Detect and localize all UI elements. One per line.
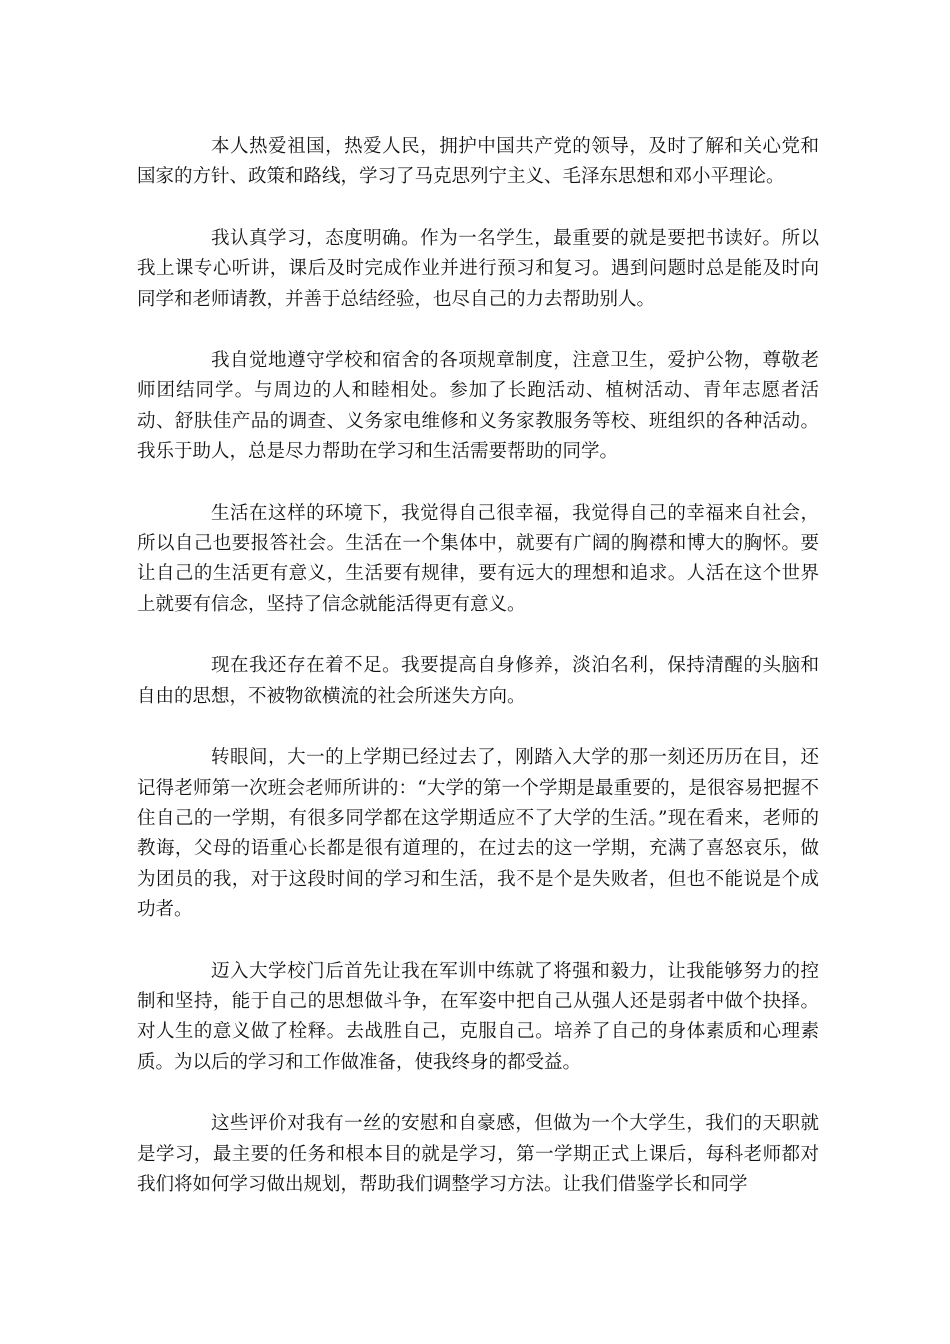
paragraph-2: 我认真学习，态度明确。作为一名学生，最重要的就是要把书读好。所以我上课专心听讲，课后及时完成作业并进行预习和复习。遇到问题时总是能及时向同学和老师请教，并善于总结经验，也尽自己的力去帮助别人。	[137, 227, 819, 310]
paragraph-6: 转眼间，大一的上学期已经过去了，刚踏入大学的那一刻还历历在目，还记得老师第一次班会老师所讲的：“大学的第一个学期是最重要的，是很容易把握不住自己的一学期，有很多同学都在这学期适应不了大学的生活。”现在看来，老师的教诲，父母的语重心长都是很有道理的，在过去的这一学期，充满了喜怒哀乐，做为团员的我，对于这段时间的学习和生活，我不是个是失败者，但也不能说是个成功者。	[137, 747, 819, 921]
paragraph-5: 现在我还存在着不足。我要提高自身修养，淡泊名利，保持清醒的头脑和自由的思想，不被物欲横流的社会所迷失方向。	[137, 655, 819, 707]
paragraph-7: 迈入大学校门后首先让我在军训中练就了将强和毅力，让我能够努力的控制和坚持，能于自己的思想做斗争，在军姿中把自己从强人还是弱者中做个抉择。对人生的意义做了栓释。去战胜自己，克服自己。培养了自己的身体素质和心理素质。为以后的学习和工作做准备，使我终身的都受益。	[137, 960, 819, 1073]
paragraph-4: 生活在这样的环境下，我觉得自己很幸福，我觉得自己的幸福来自社会，所以自己也要报答社会。生活在一个集体中，就要有广阔的胸襟和博大的胸怀。要让自己的生活更有意义，生活要有规律，要有远大的理想和追求。人活在这个世界上就要有信念，坚持了信念就能活得更有意义。	[137, 502, 819, 615]
document-body	[137, 132, 819, 1231]
paragraph-3: 我自觉地遵守学校和宿舍的各项规章制度，注意卫生，爱护公物，尊敬老师团结同学。与周边的人和睦相处。参加了长跑活动、植树活动、青年志愿者活动、舒肤佳产品的调查、义务家电维修和义务家教服务等校、班组织的各种活动。我乐于助人，总是尽力帮助在学习和生活需要帮助的同学。	[137, 350, 819, 463]
paragraph-8: 这些评价对我有一丝的安慰和自豪感，但做为一个大学生，我们的天职就是学习，最主要的任务和根本目的就是学习，第一学期正式上课后，每科老师都对我们将如何学习做出规划，帮助我们调整学习方法。让我们借鉴学长和同学	[137, 1113, 819, 1195]
paragraph-1: 本人热爱祖国，热爱人民，拥护中国共产党的领导，及时了解和关心党和国家的方针、政策和路线，学习了马克思列宁主义、毛泽东思想和邓小平理论。	[137, 136, 819, 188]
